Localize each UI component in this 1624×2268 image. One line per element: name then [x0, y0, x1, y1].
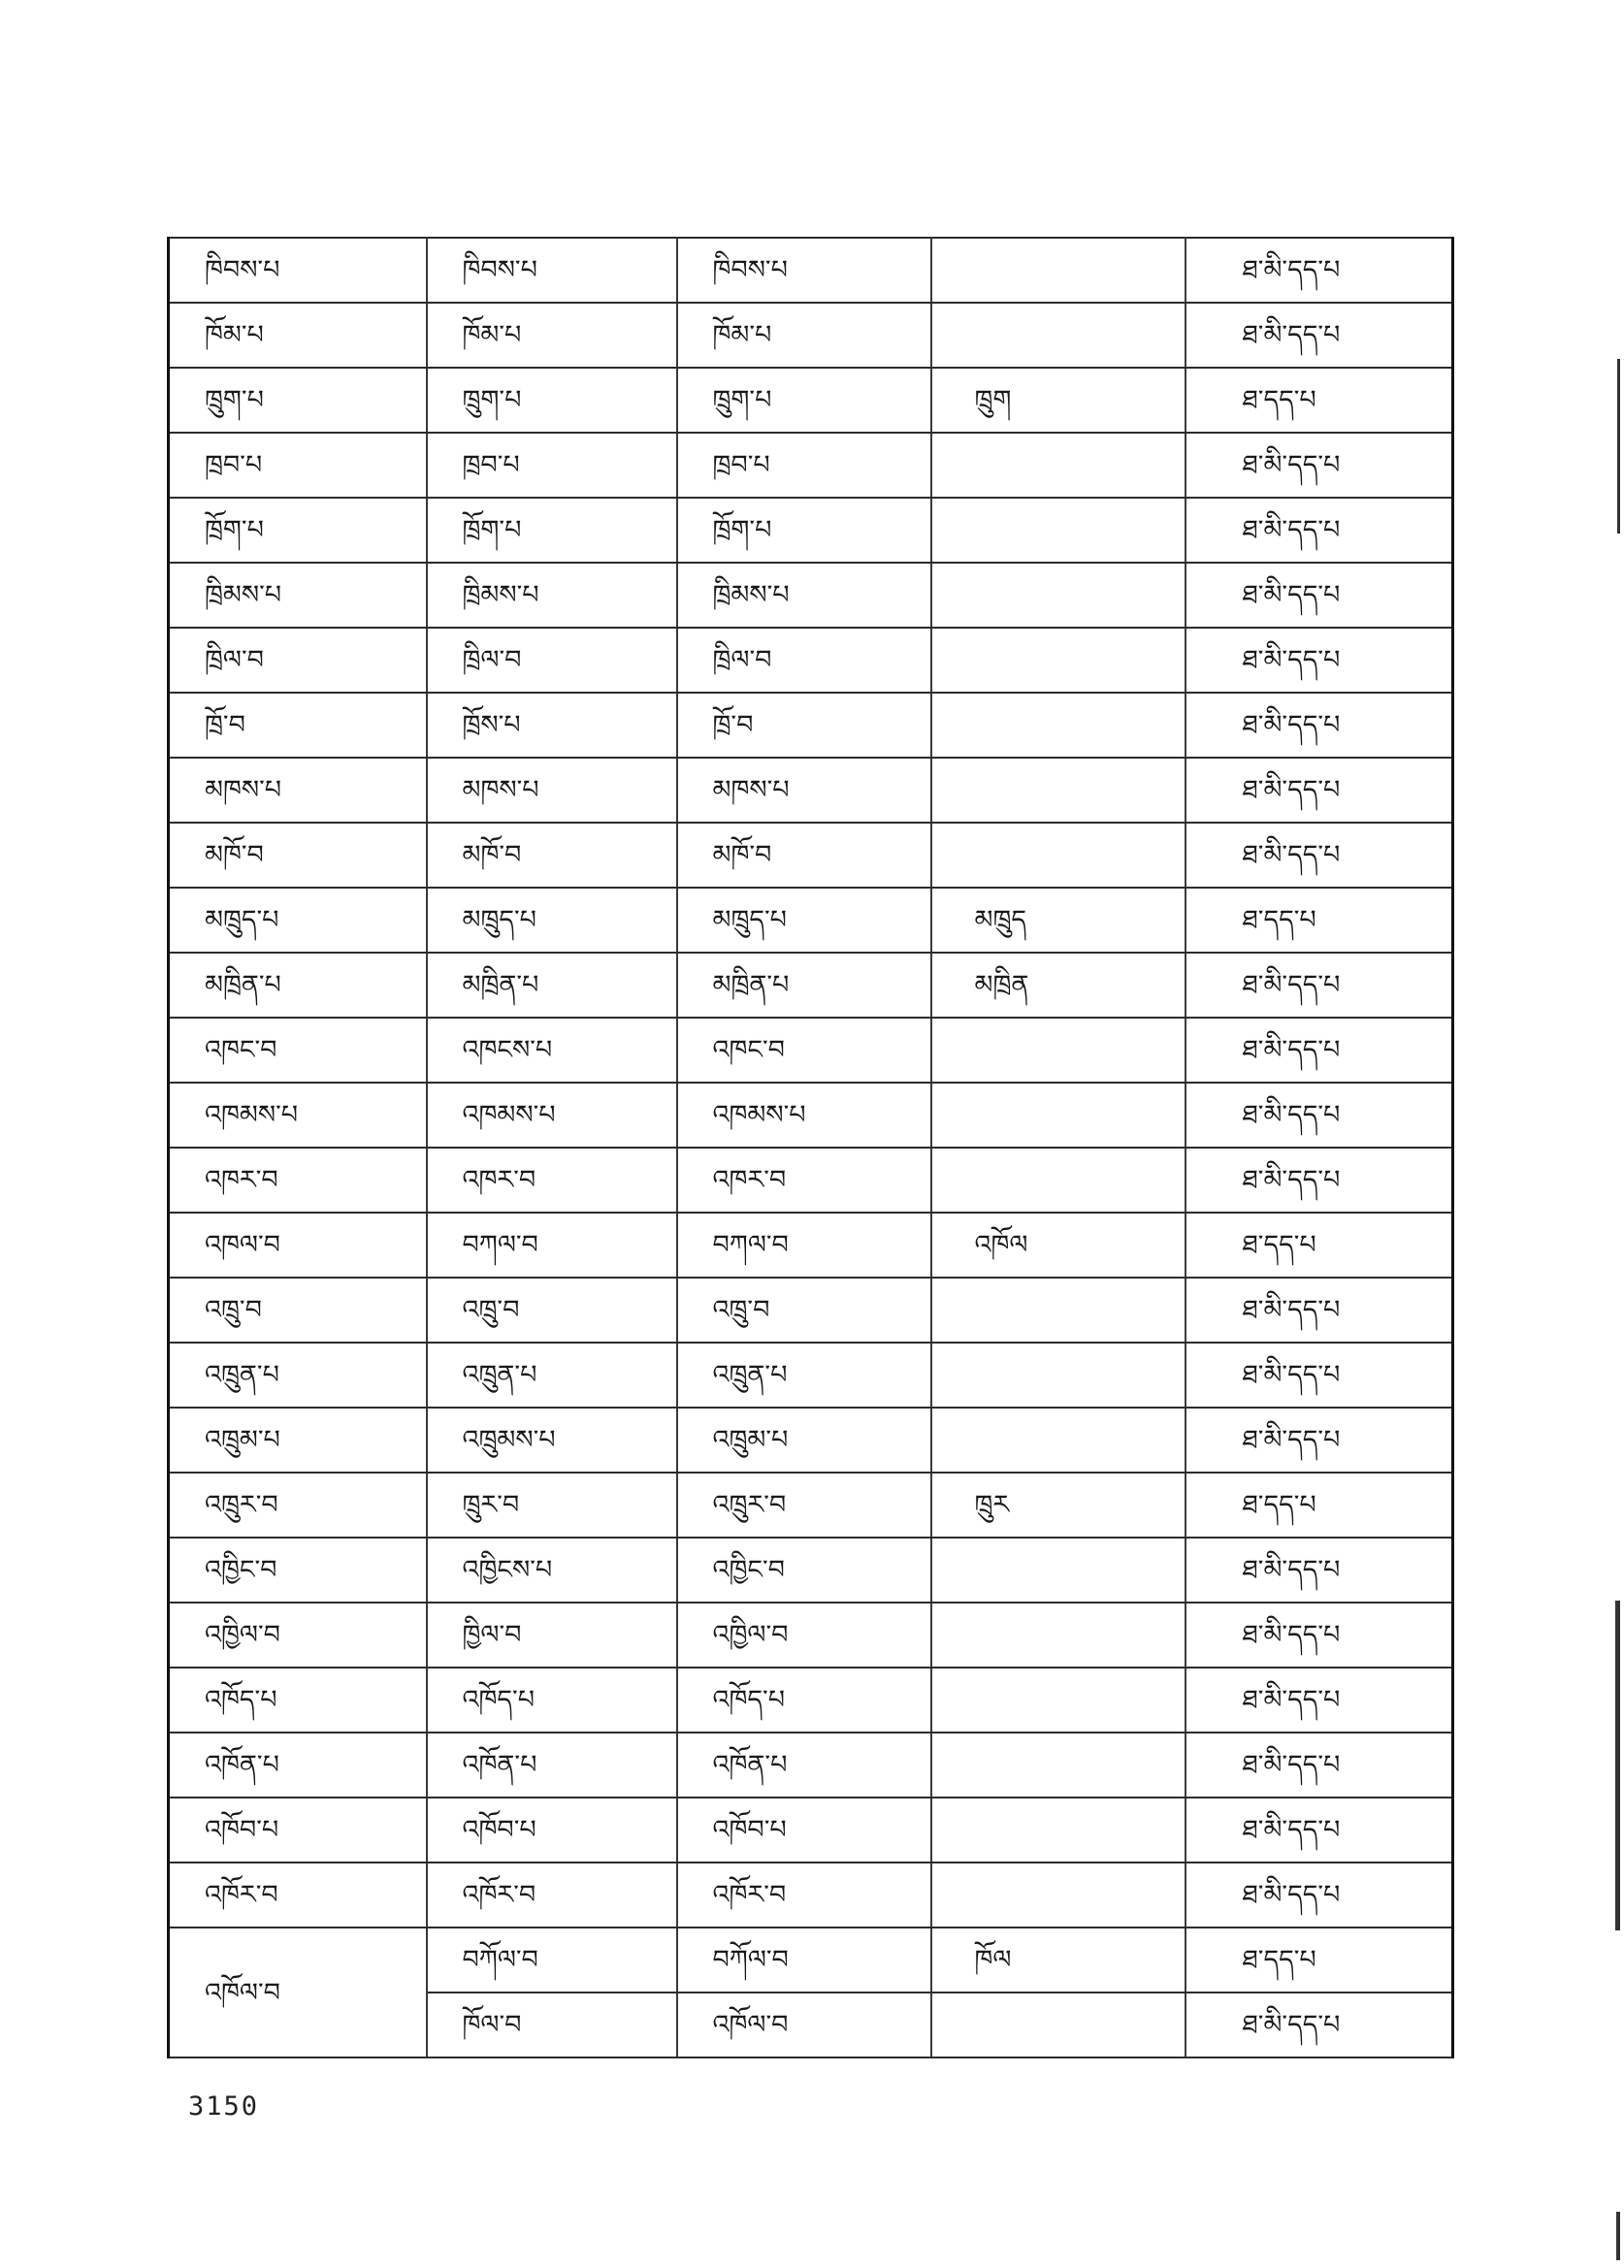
future-form-cell: འཁྲུན་པ	[677, 1343, 931, 1408]
imperative-form-cell	[931, 433, 1186, 498]
future-form-cell: ཁྲུག་པ	[677, 368, 931, 433]
past-form-cell: འཁྲུན་པ	[427, 1343, 677, 1408]
past-form-cell: མཁོ་བ	[427, 823, 677, 888]
future-form-cell: ཁིབས་པ	[677, 238, 931, 303]
present-form-cell: འཁྱིང་བ	[169, 1538, 427, 1603]
past-form-cell: ཁྲིལ་བ	[427, 628, 677, 693]
imperative-form-cell	[931, 238, 1186, 303]
past-form-cell: འཁྲུ་བ	[427, 1278, 677, 1343]
table-row	[169, 1928, 1453, 1993]
past-form-cell: ཁྲབ་པ	[427, 433, 677, 498]
table-row	[169, 1733, 1453, 1798]
table-row	[169, 303, 1453, 368]
imperative-form-cell	[931, 1538, 1186, 1603]
verb-type-cell: ཐ་དད་པ	[1186, 1473, 1453, 1538]
present-form-cell: མཁྲིན་པ	[169, 953, 427, 1018]
future-form-cell: ཁྲབ་པ	[677, 433, 931, 498]
imperative-form-cell	[931, 498, 1186, 563]
imperative-form-cell: འཁོལ	[931, 1213, 1186, 1278]
future-form-cell: འཁོལ་བ	[677, 1993, 931, 2057]
future-form-cell: ཁྲིམས་པ	[677, 563, 931, 628]
imperative-form-cell	[931, 693, 1186, 758]
table-body	[169, 238, 1453, 2057]
verb-type-cell: ཐ་མི་དད་པ	[1186, 1863, 1453, 1928]
imperative-form-cell	[931, 1083, 1186, 1148]
table-row	[169, 628, 1453, 693]
imperative-form-cell	[931, 1863, 1186, 1928]
verb-type-cell: ཐ་མི་དད་པ	[1186, 238, 1453, 303]
future-form-cell: ཁྲོ་བ	[677, 693, 931, 758]
verb-type-cell: ཐ་མི་དད་པ	[1186, 303, 1453, 368]
future-form-cell: འཁོན་པ	[677, 1733, 931, 1798]
past-form-cell: ཁྲོག་པ	[427, 498, 677, 563]
past-form-cell: འཁོད་པ	[427, 1668, 677, 1733]
table-row	[169, 1343, 1453, 1408]
past-form-cell: ཁྲིམས་པ	[427, 563, 677, 628]
past-form-cell: ཁྲུག་པ	[427, 368, 677, 433]
present-form-cell: འཁོད་པ	[169, 1668, 427, 1733]
present-form-cell: འཁྲུམ་པ	[169, 1408, 427, 1473]
future-form-cell: བཀོལ་བ	[677, 1928, 931, 1993]
table-row	[169, 1473, 1453, 1538]
verb-type-cell: ཐ་མི་དད་པ	[1186, 1408, 1453, 1473]
future-form-cell: འཁམས་པ	[677, 1083, 931, 1148]
imperative-form-cell: མཁྲུད	[931, 888, 1186, 953]
future-form-cell: མཁྲིན་པ	[677, 953, 931, 1018]
table-row	[169, 1148, 1453, 1213]
verb-type-cell: ཐ་མི་དད་པ	[1186, 628, 1453, 693]
table-row	[169, 238, 1453, 303]
verb-type-cell: ཐ་མི་དད་པ	[1186, 1603, 1453, 1668]
imperative-form-cell: ཁོལ	[931, 1928, 1186, 1993]
present-form-cell: ཁྲོ་བ	[169, 693, 427, 758]
verb-type-cell: ཐ་མི་དད་པ	[1186, 1993, 1453, 2057]
present-form-cell: འཁྲུར་བ	[169, 1473, 427, 1538]
past-form-cell: འཁྲུམས་པ	[427, 1408, 677, 1473]
verb-type-cell: ཐ་དད་པ	[1186, 1213, 1453, 1278]
table-row	[169, 823, 1453, 888]
table-row	[169, 1798, 1453, 1863]
table-row	[169, 1083, 1453, 1148]
verb-type-cell: ཐ་མི་དད་པ	[1186, 1148, 1453, 1213]
imperative-form-cell	[931, 563, 1186, 628]
table-row	[169, 1213, 1453, 1278]
future-form-cell: འཁོད་པ	[677, 1668, 931, 1733]
table-row	[169, 1018, 1453, 1083]
present-form-cell: འཁོབ་པ	[169, 1798, 427, 1863]
table-row	[169, 1538, 1453, 1603]
future-form-cell: མཁྲུད་པ	[677, 888, 931, 953]
verb-type-cell: ཐ་མི་དད་པ	[1186, 823, 1453, 888]
table-row	[169, 1603, 1453, 1668]
future-form-cell: འཁར་བ	[677, 1148, 931, 1213]
present-form-cell: འཁར་བ	[169, 1148, 427, 1213]
past-form-cell: ཁྲུར་བ	[427, 1473, 677, 1538]
present-form-cell: ཁིབས་པ	[169, 238, 427, 303]
future-form-cell: འཁོར་བ	[677, 1863, 931, 1928]
scan-edge-marks	[1601, 0, 1624, 2268]
imperative-form-cell: ཁྲུར	[931, 1473, 1186, 1538]
imperative-form-cell	[931, 303, 1186, 368]
past-form-cell: བཀོལ་བ	[427, 1928, 677, 1993]
past-form-cell: འཁོབ་པ	[427, 1798, 677, 1863]
verb-type-cell: ཐ་དད་པ	[1186, 1928, 1453, 1993]
present-form-cell: འཁམས་པ	[169, 1083, 427, 1148]
future-form-cell: བཀལ་བ	[677, 1213, 931, 1278]
verb-type-cell: ཐ་མི་དད་པ	[1186, 498, 1453, 563]
present-form-cell: འཁྲུ་བ	[169, 1278, 427, 1343]
verb-forms-table	[167, 237, 1454, 2058]
past-form-cell: འཁོན་པ	[427, 1733, 677, 1798]
imperative-form-cell	[931, 1148, 1186, 1213]
present-form-cell: ཁོམ་པ	[169, 303, 427, 368]
future-form-cell: ཁྲོག་པ	[677, 498, 931, 563]
table-row	[169, 1863, 1453, 1928]
imperative-form-cell: མཁྲིན	[931, 953, 1186, 1018]
past-form-cell: མཁྲུད་པ	[427, 888, 677, 953]
past-form-cell: མཁྲིན་པ	[427, 953, 677, 1018]
present-form-cell: ཁྲོག་པ	[169, 498, 427, 563]
verb-type-cell: ཐ་མི་དད་པ	[1186, 1343, 1453, 1408]
present-form-cell: ཁྲིམས་པ	[169, 563, 427, 628]
future-form-cell: འཁྲུམ་པ	[677, 1408, 931, 1473]
future-form-cell: མཁོ་བ	[677, 823, 931, 888]
present-form-cell: ཁྲབ་པ	[169, 433, 427, 498]
past-form-cell: འཁྱིངས་པ	[427, 1538, 677, 1603]
table-row	[169, 953, 1453, 1018]
verb-type-cell: ཐ་དད་པ	[1186, 368, 1453, 433]
present-form-cell: འཁལ་བ	[169, 1213, 427, 1278]
table-row	[169, 1408, 1453, 1473]
verb-type-cell: ཐ་དད་པ	[1186, 888, 1453, 953]
verb-type-cell: ཐ་མི་དད་པ	[1186, 1733, 1453, 1798]
verb-type-cell: ཐ་མི་དད་པ	[1186, 1798, 1453, 1863]
verb-type-cell: ཐ་མི་དད་པ	[1186, 1668, 1453, 1733]
table-row	[169, 498, 1453, 563]
imperative-form-cell	[931, 1798, 1186, 1863]
table-row	[169, 758, 1453, 823]
table-row	[169, 888, 1453, 953]
verb-type-cell: ཐ་མི་དད་པ	[1186, 693, 1453, 758]
future-form-cell: འཁང་བ	[677, 1018, 931, 1083]
imperative-form-cell	[931, 1278, 1186, 1343]
verb-type-cell: ཐ་མི་དད་པ	[1186, 1538, 1453, 1603]
future-form-cell: འཁྱིལ་བ	[677, 1603, 931, 1668]
imperative-form-cell: ཁྲུག	[931, 368, 1186, 433]
present-form-cell: འཁྱིལ་བ	[169, 1603, 427, 1668]
present-form-cell: འཁོར་བ	[169, 1863, 427, 1928]
table-row	[169, 433, 1453, 498]
verb-type-cell: ཐ་མི་དད་པ	[1186, 563, 1453, 628]
verb-type-cell: ཐ་མི་དད་པ	[1186, 433, 1453, 498]
past-form-cell: མཁས་པ	[427, 758, 677, 823]
verb-type-cell: ཐ་མི་དད་པ	[1186, 1278, 1453, 1343]
present-form-cell: མཁས་པ	[169, 758, 427, 823]
past-form-cell: ཁོལ་བ	[427, 1993, 677, 2057]
imperative-form-cell	[931, 628, 1186, 693]
future-form-cell: འཁྱིང་བ	[677, 1538, 931, 1603]
past-form-cell: ཁོམ་པ	[427, 303, 677, 368]
imperative-form-cell	[931, 1343, 1186, 1408]
past-form-cell: འཁམས་པ	[427, 1083, 677, 1148]
present-form-cell: འཁོལ་བ	[169, 1928, 427, 2057]
table-row	[169, 563, 1453, 628]
future-form-cell: མཁས་པ	[677, 758, 931, 823]
present-form-cell: མཁྲུད་པ	[169, 888, 427, 953]
present-form-cell: མཁོ་བ	[169, 823, 427, 888]
imperative-form-cell	[931, 1603, 1186, 1668]
past-form-cell: ཁིབས་པ	[427, 238, 677, 303]
imperative-form-cell	[931, 823, 1186, 888]
future-form-cell: ཁོམ་པ	[677, 303, 931, 368]
table-row	[169, 1278, 1453, 1343]
verb-type-cell: ཐ་མི་དད་པ	[1186, 758, 1453, 823]
past-form-cell: འཁར་བ	[427, 1148, 677, 1213]
present-form-cell: འཁྲུན་པ	[169, 1343, 427, 1408]
table-row	[169, 368, 1453, 433]
future-form-cell: འཁྲུ་བ	[677, 1278, 931, 1343]
past-form-cell: བཀལ་བ	[427, 1213, 677, 1278]
past-form-cell: ཁྲོས་པ	[427, 693, 677, 758]
verb-type-cell: ཐ་མི་དད་པ	[1186, 1018, 1453, 1083]
page-number: 3150	[188, 2091, 260, 2122]
verb-type-cell: ཐ་མི་དད་པ	[1186, 953, 1453, 1018]
table-row	[169, 1668, 1453, 1733]
future-form-cell: ཁྲིལ་བ	[677, 628, 931, 693]
imperative-form-cell	[931, 1408, 1186, 1473]
table-row	[169, 693, 1453, 758]
imperative-form-cell	[931, 1733, 1186, 1798]
imperative-form-cell	[931, 758, 1186, 823]
past-form-cell: འཁངས་པ	[427, 1018, 677, 1083]
present-form-cell: ཁྲིལ་བ	[169, 628, 427, 693]
past-form-cell: ཁྱིལ་བ	[427, 1603, 677, 1668]
present-form-cell: ཁྲུག་པ	[169, 368, 427, 433]
imperative-form-cell	[931, 1668, 1186, 1733]
verb-type-cell: ཐ་མི་དད་པ	[1186, 1083, 1453, 1148]
imperative-form-cell	[931, 1993, 1186, 2057]
present-form-cell: འཁང་བ	[169, 1018, 427, 1083]
imperative-form-cell	[931, 1018, 1186, 1083]
present-form-cell: འཁོན་པ	[169, 1733, 427, 1798]
future-form-cell: འཁོབ་པ	[677, 1798, 931, 1863]
past-form-cell: འཁོར་བ	[427, 1863, 677, 1928]
future-form-cell: འཁྲུར་བ	[677, 1473, 931, 1538]
